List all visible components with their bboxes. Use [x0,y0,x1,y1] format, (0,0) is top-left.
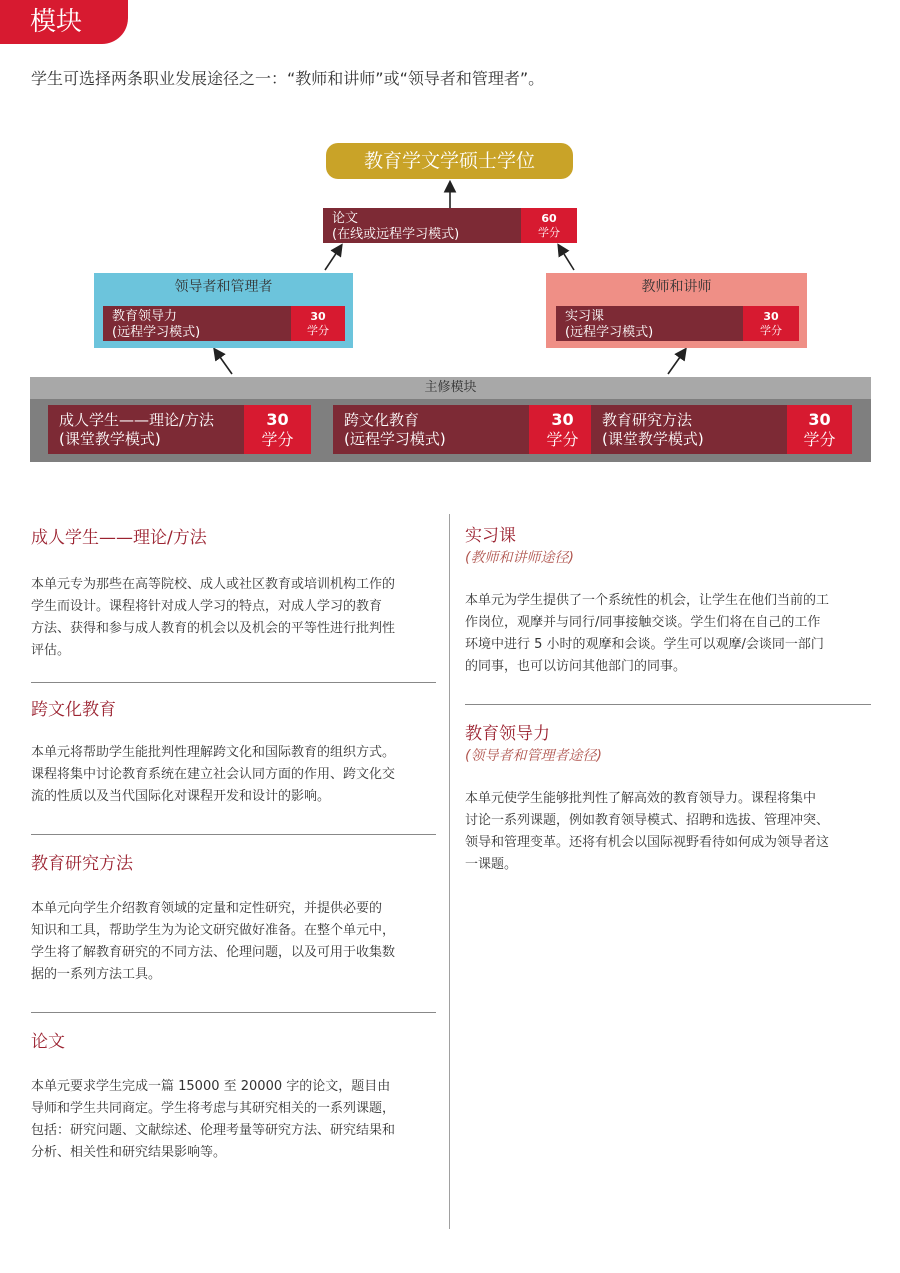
section-line: 本单元为学生提供了一个系统性的机会，让学生在他们当前的工 [465,593,830,608]
arrow-teach-to-thesis [559,246,574,270]
credit-badge [743,306,799,341]
module-name: 教育领导力 [112,309,178,324]
section-cross-cultural [31,698,436,808]
section-line: 学生而设计。课程将针对成人学习的特点，对成人学习的教育 [31,599,383,614]
core-modules-panel [30,377,871,462]
section-line: 课程将集中讨论教育系统在建立社会认同方面的作用、跨文化交 [31,767,396,782]
section-practicum [465,524,871,678]
credit-badge [787,405,852,454]
section-heading: 教育研究方法 [31,854,133,874]
core-title: 主修模块 [30,377,871,399]
credit-unit: 学分 [538,225,560,239]
section-heading: 成人学生——理论/方法 [31,528,207,548]
core-module [591,405,852,454]
section-heading: 论文 [31,1032,65,1052]
module-mode: (课堂教学模式) [602,430,704,448]
credit-badge [521,208,577,243]
section-line: 方法、获得和参与成人教育的机会以及机会的平等性进行批判性 [31,621,396,636]
section-tab [0,0,128,44]
module-label [112,309,200,341]
credit-value: 30 [266,409,289,429]
section-line: 本单元使学生能够批判性了解高效的教育领导力。课程将集中 [465,791,817,806]
credit-value: 60 [541,211,557,225]
section-heading: 实习课 [465,526,516,546]
section-research-methods [31,852,436,986]
credit-badge [529,405,596,454]
section-line: 环境中进行 5 小时的观摩和会谈。学生可以观摩/会谈同一部门 [465,637,824,652]
section-leadership [465,722,871,876]
section-title: 模块 [30,7,83,37]
section-divider [31,1012,436,1013]
section-heading: 跨文化教育 [31,700,116,720]
module-mode: (远程学习模式) [112,325,201,340]
program-diagram [0,130,900,475]
leaders-path-panel [94,273,353,348]
credit-unit: 学分 [307,323,329,337]
thesis-module [323,208,577,243]
column-divider [449,514,450,1229]
section-divider [31,834,436,835]
section-line: 知识和工具，帮助学生为为论文研究做好准备。在整个单元中， [31,923,396,938]
section-line: 包括：研究问题、文献综述、伦理考量等研究方法、研究结果和 [31,1123,396,1138]
teachers-path-panel [546,273,807,348]
module-name: 教育研究方法 [602,411,693,429]
section-line: 导师和学生共同商定。学生将考虑与其研究相关的一系列课题， [31,1101,396,1116]
module-mode: (在线或远程学习模式) [332,227,460,242]
module-label [602,411,704,449]
section-line: 据的一系列方法工具。 [31,967,162,982]
module-mode: (课堂教学模式) [59,430,161,448]
section-line: 评估。 [31,643,71,658]
section-thesis [31,1030,436,1164]
credit-value: 30 [763,309,779,323]
module-name: 成人学生——理论/方法 [59,411,215,429]
section-line: 讨论一系列课题，例如教育领导模式、招聘和选拔、管理冲突、 [465,813,830,828]
credit-badge [291,306,345,341]
section-line: 分析、相关性和研究结果影响等。 [31,1145,227,1160]
section-divider [465,704,871,705]
module-label [565,309,653,341]
section-line: 流的性质以及当代国际化对课程开发和设计的影响。 [31,789,331,804]
arrow-core-to-lead [215,350,232,374]
credit-badge [244,405,311,454]
module-name: 跨文化教育 [344,411,420,429]
section-line: 一课题。 [465,857,518,872]
core-module [333,405,596,454]
credit-value: 30 [310,309,326,323]
leadership-module [103,306,345,341]
section-adult-learners [31,526,436,662]
section-line: 学生将了解教育研究的不同方法、伦理问题，以及可用于收集数 [31,945,396,960]
intro-text: 学生可选择两条职业发展途径之一：“教师和讲师”或“领导者和管理者”。 [31,69,545,88]
section-line: 本单元要求学生完成一篇 15000 至 20000 字的论文，题目由 [31,1079,391,1094]
degree-badge: 教育学文学硕士学位 [326,143,573,179]
arrow-lead-to-thesis [325,246,341,270]
path-title: 领导者和管理者 [174,279,273,295]
credit-unit: 学分 [803,429,836,449]
credit-unit: 学分 [546,429,579,449]
practicum-module [556,306,799,341]
credit-value: 30 [808,409,831,429]
module-mode: (远程学习模式) [344,430,446,448]
credit-value: 30 [551,409,574,429]
core-module [48,405,311,454]
credit-unit: 学分 [261,429,294,449]
section-line: 本单元将帮助学生能批判性理解跨文化和国际教育的组织方式。 [31,745,396,760]
module-label [59,411,214,449]
section-line: 作岗位，观摩并与同行/同事接触交谈。学生们将在自己的工作 [465,615,821,630]
section-line: 领导和管理变革。还将有机会以国际视野看待如何成为领导者这 [465,835,830,850]
module-label [344,411,446,449]
module-label [332,211,459,243]
module-mode: (远程学习模式) [565,325,654,340]
module-name: 实习课 [565,309,605,324]
section-line: 本单元向学生介绍教育领域的定量和定性研究，并提供必要的 [31,901,383,916]
section-heading: 教育领导力 [465,724,550,744]
path-title: 教师和讲师 [641,279,712,295]
arrow-core-to-teach [668,350,685,374]
section-line: 的同事，也可以访问其他部门的同事。 [465,659,687,674]
section-divider [31,682,436,683]
module-name: 论文 [332,211,359,226]
section-subtitle: (领导者和管理者途径) [465,748,602,764]
section-line: 本单元专为那些在高等院校、成人或社区教育或培训机构工作的 [31,577,396,592]
section-subtitle: (教师和讲师途径) [465,550,574,566]
credit-unit: 学分 [760,323,782,337]
